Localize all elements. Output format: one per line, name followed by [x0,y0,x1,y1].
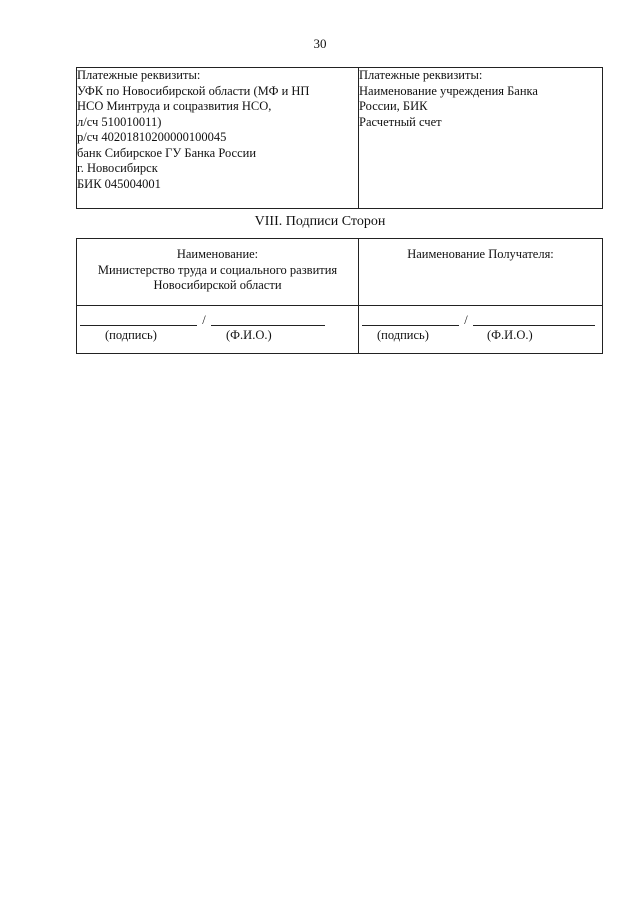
right-signature-blank [362,313,459,326]
left-signatory-line: Наименование: [176,247,259,261]
payment-details-row [77,68,603,209]
right-signature-lines [362,312,599,326]
signatory-names-row [77,239,603,306]
right-details-line: Наименование учреждения Банка [359,83,538,98]
right-name-blank [473,313,595,326]
right-details-line: Расчетный счет [359,114,442,129]
left-details-line: банк Сибирское ГУ Банка России [77,145,257,160]
payment-details-left-cell [77,68,359,209]
right-details-line: Платежные реквизиты: [359,68,483,82]
left-signature-cell [77,306,359,354]
right-signature-caption: (подпись) [377,328,429,342]
right-details-line: России, БИК [359,99,428,113]
left-details-line: г. Новосибирск [77,161,158,175]
signature-lines-row [77,306,603,354]
left-signature-captions [80,328,355,344]
left-details-line: л/сч 510010011) [77,114,162,129]
right-signature-captions [362,328,599,344]
payment-details-table [76,67,603,209]
right-signature-cell [359,306,603,354]
left-signature-blank [80,313,197,326]
left-details-line: УФК по Новосибирской области (МФ и НП [77,83,310,98]
left-signatory-line: Новосибирской области [153,278,282,292]
signatory-left-name-cell [77,239,359,306]
left-details-line: БИК 045004001 [77,176,161,191]
left-signature-caption: (подпись) [105,328,157,342]
section-heading: VIII. Подписи Сторон [254,214,386,229]
right-name-caption: (Ф.И.О.) [487,328,533,342]
page-number: 30 [313,36,327,51]
left-details-line: Платежные реквизиты: [77,68,201,82]
left-signatory-line: Министерство труда и социального развития [97,262,338,277]
right-signatory-line: Наименование Получателя: [407,247,554,261]
left-name-caption: (Ф.И.О.) [226,328,272,342]
signatory-right-name-cell [359,239,603,306]
left-name-blank [211,313,325,326]
left-signature-separator: / [202,313,206,327]
right-signature-separator: / [464,313,468,327]
payment-details-right-cell [359,68,603,209]
left-details-line: р/сч 40201810200000100045 [77,130,227,144]
left-details-line: НСО Минтруда и соцразвития НСО, [77,99,272,113]
signatures-table [76,238,603,354]
left-signature-lines [80,312,355,326]
